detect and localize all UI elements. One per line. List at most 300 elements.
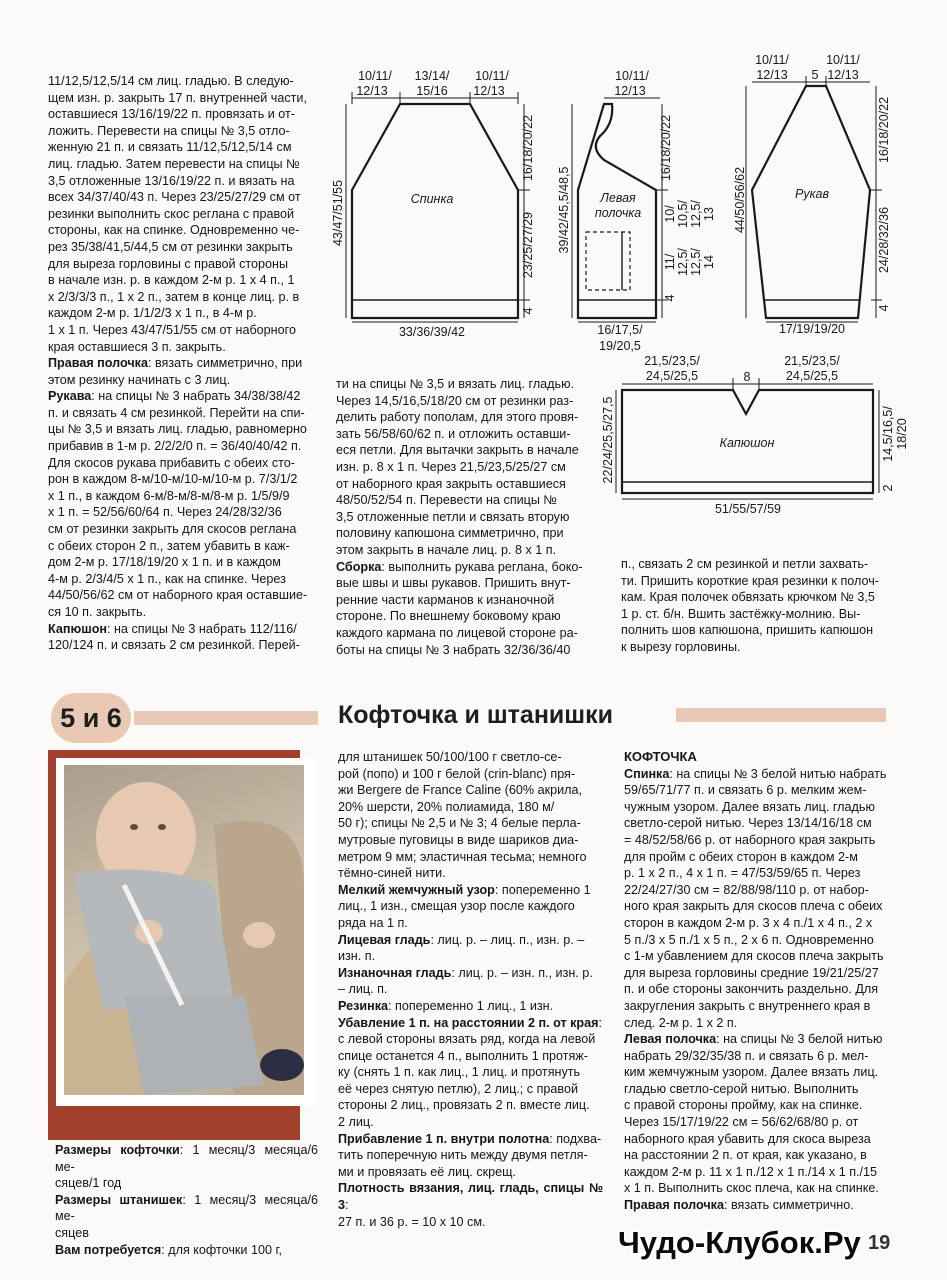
- line-text: лиц., 1 изн., смещая узор после каждого: [338, 899, 575, 914]
- line-text: изн. п.: [338, 949, 376, 964]
- svg-text:12,5/: 12,5/: [676, 248, 690, 276]
- bold-term: Вам потребуется: [55, 1242, 162, 1257]
- svg-text:21,5/23,5/: 21,5/23,5/: [784, 354, 840, 368]
- text-line: [48, 106, 313, 123]
- svg-text:4: 4: [663, 294, 677, 302]
- text-line: [48, 538, 313, 555]
- header-band-left: [134, 711, 318, 725]
- line-text: спице останется 4 п., выполнить 1 протяж-: [338, 1048, 588, 1063]
- svg-text:10/11/: 10/11/: [826, 53, 860, 67]
- line-text: 1 р. ст. б/н. Вшить застёжку-молнию. Вы-: [621, 606, 861, 621]
- svg-text:51/55/57/59: 51/55/57/59: [714, 502, 782, 516]
- text-line: [48, 521, 313, 538]
- line-text: : вязать симметрично, при: [148, 356, 303, 371]
- text-line: [336, 542, 588, 559]
- line-text: рой (попо) и 100 г белой (crin-blanc) пря-: [338, 766, 576, 781]
- svg-text:23/25/27/29: 23/25/27/29: [521, 211, 535, 279]
- text-line: [338, 1097, 603, 1114]
- bold-term: Капюшон: [48, 621, 108, 636]
- text-line: [621, 573, 884, 590]
- svg-text:16/18/20/22: 16/18/20/22: [659, 114, 673, 182]
- line-text: ренние части карманов к изнаночной: [336, 592, 555, 607]
- text-line: [48, 372, 313, 389]
- baby-photo: [64, 765, 304, 1095]
- text-line: [624, 1031, 890, 1048]
- line-text: Через 14,5/16,5/18/20 см от резинки раз-: [336, 393, 574, 408]
- bold-term: Убавление 1 п. на расстоянии 2 п. от края: [338, 1015, 599, 1030]
- section-heading: КОФТОЧКА: [624, 749, 697, 764]
- text-line: [55, 1225, 318, 1242]
- text-line: [624, 1147, 890, 1164]
- line-text: : на спицы № 3 набрать 34/38/38/42: [91, 389, 301, 404]
- text-line: [621, 639, 884, 656]
- line-text: сяцев: [55, 1225, 89, 1240]
- line-text: набрать 29/32/35/38 п. и связать 6 р. мел-: [624, 1048, 869, 1063]
- text-line: [48, 189, 313, 206]
- line-text: светло-серой нитью. Через 13/14/16/18 см: [624, 816, 872, 831]
- line-text: в начале изн. р. в каждом 2-м р. 1 х 4 п., 1: [48, 273, 295, 288]
- svg-text:12/13: 12/13: [473, 84, 505, 98]
- line-text: стороне. По внешнему боковому краю: [336, 609, 561, 624]
- text-line: [48, 206, 313, 223]
- bold-term: Сборка: [336, 559, 382, 574]
- line-text: : на спицы № 3 белой нитью: [716, 1032, 883, 1047]
- line-text: ку (снять 1 п. как лиц., 1 лиц. и протянуть: [338, 1065, 581, 1080]
- bold-term: Резинка: [338, 998, 389, 1013]
- text-line: [48, 504, 313, 521]
- svg-text:10/11/: 10/11/: [358, 69, 392, 83]
- text-line: [621, 556, 884, 573]
- text-line: [336, 625, 588, 642]
- line-text: : вязать симметрично.: [724, 1198, 854, 1213]
- line-text: этом резинку начинать с 3 лиц.: [48, 372, 231, 387]
- text-line: [338, 1147, 603, 1164]
- text-line: [338, 766, 603, 783]
- line-text: 22/24/27/30 см = 82/88/98/110 р. от набор-: [624, 882, 869, 897]
- text-line: [48, 339, 313, 356]
- text-line: [624, 948, 890, 965]
- line-text: каждого кармана по лицевой стороне ра-: [336, 625, 578, 640]
- line-text: х 1 п., в каждом 6-м/8-м/8-м/8-м р. 1/5/9/9: [48, 488, 290, 503]
- bold-term: Левая полочка: [624, 1032, 717, 1047]
- line-text: полнить шов капюшона, пришить капюшон: [621, 623, 874, 638]
- bold-term: Правая полочка: [624, 1198, 724, 1213]
- svg-text:10/: 10/: [663, 205, 677, 223]
- svg-text:19/20,5: 19/20,5: [599, 339, 641, 353]
- text-line: [338, 882, 603, 899]
- text-line: [48, 256, 313, 273]
- svg-text:10/11/: 10/11/: [755, 53, 789, 67]
- svg-text:22/24/25,5/27,5: 22/24/25,5/27,5: [601, 396, 615, 484]
- line-text: лиц. гладью. Затем перевести на спицы №: [48, 156, 300, 171]
- text-line: [624, 1015, 890, 1032]
- line-text: с 1-м убавлением для скосов плеча закрыть: [624, 949, 884, 964]
- line-text: резинки выполнить скос реглана с правой: [48, 206, 295, 221]
- header-band-right: [676, 708, 886, 722]
- line-text: сторон в каждом 2-м р. 3 х 4 п./1 х 4 п., 2 х: [624, 915, 873, 930]
- line-text: для штанишек 50/100/100 г светло-се-: [338, 750, 562, 764]
- line-text: сяцев/1 год: [55, 1176, 122, 1191]
- line-text: х 1 п. Выполнить скос плеча, как на спинке.: [624, 1181, 879, 1196]
- text-line: [48, 621, 313, 638]
- svg-text:12/13: 12/13: [827, 68, 859, 82]
- text-line: [48, 73, 313, 90]
- svg-text:12/13: 12/13: [614, 84, 646, 98]
- bold-term: Мелкий жемчужный узор: [338, 882, 495, 897]
- text-line: [338, 1064, 603, 1081]
- text-line: [621, 589, 884, 606]
- text-line: [338, 1180, 603, 1213]
- line-text: 50 г); спицы № 2,5 и № 3; 4 белые перла-: [338, 816, 581, 831]
- text-line: [48, 90, 313, 107]
- svg-text:15/16: 15/16: [416, 84, 448, 98]
- page-number: 19: [868, 1232, 891, 1254]
- svg-text:4: 4: [877, 304, 891, 312]
- bold-term: Правая полочка: [48, 356, 148, 371]
- section-title: Кофточка и штанишки: [338, 701, 613, 729]
- line-text: х 2/3/3/3 п., 1 х 2 п., затем в конце лиц. р. в: [48, 289, 300, 304]
- back-outline: [352, 104, 518, 318]
- line-text: Для скосов рукава прибавить с обеих сто-: [48, 455, 295, 470]
- line-text: щем изн. р. закрыть 17 п. внутренней части,: [48, 90, 307, 105]
- text-line: [48, 222, 313, 239]
- svg-text:11/: 11/: [663, 253, 677, 271]
- text-line: [55, 1142, 318, 1175]
- text-line: [338, 898, 603, 915]
- line-text: 2 лиц.: [338, 1115, 374, 1130]
- line-text: 48/50/52/54 п. Перевести на спицы №: [336, 493, 557, 508]
- line-text: 44/50/56/62 см от наборного края оставшие-: [48, 588, 308, 603]
- line-text: след. 2-м р. 1 х 2 п.: [624, 1015, 738, 1030]
- line-text: жи Bergere de France Caline (60% акрила,: [338, 783, 582, 798]
- line-text: 1 х 1 п. Через 43/47/51/55 см от наборного: [48, 322, 296, 337]
- text-line: [48, 471, 313, 488]
- text-line: [55, 1242, 318, 1259]
- line-text: 120/124 п. и связать 2 см резинкой. Перей-: [48, 638, 300, 653]
- line-text: каждом 2-м р. 1/1/2/3 х 1 п., в 4-м р.: [48, 306, 257, 321]
- bold-term: Прибавление 1 п. внутри полотна: [338, 1131, 550, 1146]
- line-text: 27 п. и 36 р. = 10 х 10 см.: [338, 1214, 486, 1229]
- line-text: для пройм с обеих сторон в каждом 2-м: [624, 849, 858, 864]
- line-text: оставшиеся 13/16/19/22 п. провязать и от-: [48, 107, 295, 122]
- line-text: к вырезу горловины.: [621, 639, 741, 654]
- pocket-outline: [586, 232, 630, 290]
- text-line: [48, 587, 313, 604]
- text-line: [336, 509, 588, 526]
- text-line: [338, 1164, 603, 1181]
- line-text: с обеих сторон 2 п., затем убавить в каж-: [48, 538, 290, 553]
- svg-text:16/18/20/22: 16/18/20/22: [877, 96, 891, 164]
- text-line: [624, 1114, 890, 1131]
- line-text: ти. Пришить короткие края резинки к полоч-: [621, 573, 879, 588]
- text-line: [48, 488, 313, 505]
- bold-term: Изнаночная гладь: [338, 965, 452, 980]
- line-text: с левой стороны вязать ряд, когда на левой: [338, 1032, 596, 1047]
- line-text: 11/12,5/12,5/14 см лиц. гладью. В следую-: [48, 74, 294, 88]
- text-line: [338, 832, 603, 849]
- text-line: [48, 571, 313, 588]
- text-line: [48, 156, 313, 173]
- text-line: [624, 1131, 890, 1148]
- text-line: [48, 438, 313, 455]
- text-line: [621, 622, 884, 639]
- text-line: [48, 421, 313, 438]
- line-text: : 1 месяц/3 месяца/6 ме-: [55, 1143, 319, 1174]
- line-text: с правой стороны пройму, как на спинке.: [624, 1098, 863, 1113]
- svg-text:24,5/25,5: 24,5/25,5: [645, 369, 699, 383]
- line-text: от наборного края закрыть оставшиеся: [336, 476, 566, 491]
- line-text: : 1 месяц/3 месяца/6 ме-: [55, 1192, 318, 1224]
- svg-text:17/19/19/20: 17/19/19/20: [778, 322, 846, 336]
- text-line: [624, 849, 890, 866]
- line-text: – лиц. п.: [338, 982, 388, 997]
- line-text: : лиц. р. – лиц. п., изн. р. –: [430, 932, 585, 947]
- svg-text:12/13: 12/13: [356, 84, 388, 98]
- line-text: :: [345, 1198, 349, 1213]
- site-watermark: Чудо-Клубок.Ру: [618, 1225, 861, 1260]
- text-line: [624, 998, 890, 1015]
- bold-term: Спинка: [624, 766, 670, 781]
- svg-text:18/20: 18/20: [895, 418, 909, 450]
- line-text: : на спицы № 3 набрать 112/116/: [107, 621, 297, 636]
- text-line: [336, 592, 588, 609]
- text-line: [48, 289, 313, 306]
- text-line: [338, 981, 603, 998]
- text-line: [624, 1097, 890, 1114]
- text-line: [624, 865, 890, 882]
- line-text: ким жемчужным узором. Далее вязать лиц.: [624, 1065, 879, 1080]
- text-line: [336, 459, 588, 476]
- line-text: на расстоянии 2 п. от края, как указано, в: [624, 1148, 867, 1163]
- line-text: ми и провязать её лиц. скрещ.: [338, 1164, 517, 1179]
- line-text: 5 п./3 х 5 п./1 х 5 п., 2 х 6 п. Одновременно: [624, 932, 874, 947]
- svg-text:Капюшон: Капюшон: [719, 436, 775, 450]
- line-text: этом закрыть в начале лиц. р. 8 х 1 п.: [336, 542, 557, 557]
- text-line: [621, 606, 884, 623]
- line-text: п. и связать 4 см резинкой. Перейти на спи-: [48, 405, 305, 420]
- line-text: закругления закрыть с внутреннего края в: [624, 998, 871, 1013]
- line-text: всех 34/37/40/43 п. Через 23/25/27/29 см от: [48, 190, 301, 205]
- text-line: [55, 1175, 318, 1192]
- svg-text:21,5/23,5/: 21,5/23,5/: [644, 354, 700, 368]
- text-line: [336, 559, 588, 576]
- text-line: [336, 642, 588, 659]
- line-text: чужным узором. Далее вязать лиц. гладью: [624, 799, 875, 814]
- line-text: стороны 2 лиц., провязать 2 п. вместе лиц.: [338, 1098, 590, 1113]
- bold-term: Плотность вязания, лиц. гладь, спицы № 3: [338, 1181, 603, 1213]
- svg-text:12,5/: 12,5/: [689, 248, 703, 276]
- text-line: [624, 882, 890, 899]
- text-line: [336, 376, 588, 393]
- instructions-column-3: [621, 556, 884, 656]
- line-text: ся 10 п. закрыть.: [48, 605, 147, 619]
- line-text: каждом 2-м р. 11 х 1 п./12 х 1 п./14 х 1 п./15: [624, 1164, 878, 1179]
- text-line: [624, 832, 890, 849]
- line-text: боты на спицы № 3 набрать 32/36/36/40: [336, 642, 571, 657]
- text-line: [338, 1081, 603, 1098]
- line-text: тёмно-синей нити.: [338, 866, 446, 881]
- line-text: еся петли. Для вытачки закрыть в начале: [336, 443, 579, 458]
- line-text: её через снятую петлю), 2 лиц.; с правой: [338, 1081, 578, 1096]
- text-line: [624, 932, 890, 949]
- svg-text:39/42/45,5/48,5: 39/42/45,5/48,5: [557, 166, 571, 254]
- text-line: [624, 766, 890, 783]
- back-label: Спинка: [410, 192, 454, 206]
- svg-text:16/17,5/: 16/17,5/: [597, 323, 643, 337]
- svg-text:полочка: полочка: [594, 206, 642, 220]
- text-line: [336, 409, 588, 426]
- text-line: [48, 139, 313, 156]
- sizes-column: [55, 1142, 318, 1258]
- svg-text:12,5/: 12,5/: [689, 200, 703, 228]
- svg-text:4: 4: [521, 307, 535, 315]
- line-text: 3,5 отложенные 13/16/19/22 п. и вязать на: [48, 173, 295, 188]
- line-text: : лиц. р. – изн. п., изн. р.: [451, 965, 593, 980]
- text-line: [336, 525, 588, 542]
- bold-term: Размеры штанишек: [55, 1192, 183, 1207]
- jacket-instructions-column: [624, 749, 890, 1214]
- line-text: метром 9 мм; эластичная тесьма; немного: [338, 849, 587, 864]
- text-line: [338, 932, 603, 949]
- line-text: кам. Края полочек обвязать крючком № 3,5: [621, 590, 875, 605]
- bold-term: Размеры кофточки: [55, 1143, 180, 1157]
- text-line: [338, 915, 603, 932]
- text-line: [338, 782, 603, 799]
- svg-text:13: 13: [702, 207, 716, 221]
- line-text: х 1 п. = 52/56/60/64 п. Через 24/28/32/36: [48, 505, 282, 520]
- line-text: ти на спицы № 3,5 и вязать лиц. гладью.: [336, 377, 575, 391]
- text-line: [336, 442, 588, 459]
- line-text: п., связать 2 см резинкой и петли захвать-: [621, 557, 869, 571]
- text-line: [338, 865, 603, 882]
- svg-text:14,5/16,5/: 14,5/16,5/: [881, 406, 895, 462]
- line-text: : выполнить рукава реглана, боко-: [381, 559, 583, 574]
- line-text: делить работу пополам, для этого провя-: [336, 410, 579, 425]
- line-text: для выреза горловины с правой стороны: [48, 256, 289, 271]
- line-text: тить поперечную нить между двумя петля-: [338, 1148, 588, 1163]
- svg-text:5: 5: [811, 68, 819, 82]
- materials-column: [338, 749, 603, 1230]
- svg-text:12/13: 12/13: [756, 68, 788, 82]
- text-line: [624, 915, 890, 932]
- text-line: [624, 1048, 890, 1065]
- svg-text:33/36/39/42: 33/36/39/42: [398, 325, 466, 339]
- bold-term: Рукава: [48, 389, 92, 404]
- line-text: рон в каждом 8-м/10-м/10-м/10-м р. 7/3/1/2: [48, 472, 298, 487]
- text-line: [48, 355, 313, 372]
- text-line: [338, 998, 603, 1015]
- line-text: 59/65/71/77 п. и связать 6 р. мелким жем-: [624, 783, 867, 798]
- section-number-badge: 5 и 6: [51, 693, 131, 743]
- line-text: : на спицы № 3 белой нитью набрать: [669, 766, 887, 781]
- text-line: [624, 1180, 890, 1197]
- text-line: [338, 799, 603, 816]
- svg-text:44/50/56/62: 44/50/56/62: [733, 166, 747, 234]
- line-text: рез 35/38/41,5/44,5 см от резинки закрыть: [48, 239, 293, 254]
- line-text: : для кофточки 100 г,: [161, 1242, 283, 1257]
- line-text: половину капюшона симметрично, при: [336, 526, 564, 541]
- text-line: [48, 637, 313, 654]
- text-line: [338, 948, 603, 965]
- text-line: [624, 1164, 890, 1181]
- text-line: [624, 815, 890, 832]
- text-line: [48, 388, 313, 405]
- text-line: [338, 1131, 603, 1148]
- line-text: п. и обе стороны закончить раздельно. Для: [624, 982, 879, 997]
- line-text: 3,5 отложенные петли и связать вторую: [336, 509, 570, 524]
- text-line: [48, 123, 313, 140]
- line-text: гладью светло-серой нитью. Выполнить: [624, 1081, 859, 1096]
- line-text: для выреза горловины средние 19/21/25/27: [624, 965, 879, 980]
- text-line: [624, 799, 890, 816]
- svg-text:43/47/51/55: 43/47/51/55: [331, 179, 345, 247]
- text-line: [336, 575, 588, 592]
- sleeve-outline: [752, 86, 870, 318]
- svg-text:2: 2: [881, 484, 895, 492]
- text-line: [336, 492, 588, 509]
- line-text: изн. р. 8 х 1 п. Через 21,5/23,5/25/27 см: [336, 459, 566, 474]
- line-text: женную 21 п. и связать 11/12,5/12,5/14 см: [48, 140, 292, 155]
- line-text: : подхва-: [549, 1131, 602, 1146]
- line-text: р. 1 х 2 п., 4 х 1 п. = 47/53/59/65 п. Через: [624, 866, 861, 881]
- text-line: [338, 965, 603, 982]
- text-line: [336, 608, 588, 625]
- text-line: [336, 393, 588, 410]
- line-text: ложить. Перевести на спицы № 3,5 отло-: [48, 123, 290, 138]
- line-text: прибавив в 1-м р. 2/2/2/0 п. = 36/40/40/42 п.: [48, 439, 302, 454]
- text-line: [48, 305, 313, 322]
- svg-text:13/14/: 13/14/: [414, 69, 450, 83]
- svg-text:Левая: Левая: [600, 191, 636, 205]
- line-text: = 48/52/58/66 р. от наборного края закрыть: [624, 832, 876, 847]
- text-line: [48, 405, 313, 422]
- text-line: [48, 604, 313, 621]
- text-line: [48, 455, 313, 472]
- text-line: [48, 322, 313, 339]
- text-line: [624, 898, 890, 915]
- svg-text:24/28/32/36: 24/28/32/36: [877, 206, 891, 274]
- instructions-column-1: [48, 73, 313, 654]
- svg-text:14: 14: [702, 255, 716, 269]
- text-line: [338, 1048, 603, 1065]
- svg-text:10/11/: 10/11/: [615, 69, 649, 83]
- text-line: [55, 1192, 318, 1225]
- text-line: [48, 272, 313, 289]
- text-line: [338, 1031, 603, 1048]
- text-line: [624, 749, 890, 766]
- svg-text:24,5/25,5: 24,5/25,5: [785, 369, 839, 383]
- text-line: [624, 981, 890, 998]
- text-line: [48, 173, 313, 190]
- line-text: вые швы и швы рукавов. Пришить внут-: [336, 576, 571, 591]
- text-line: [624, 965, 890, 982]
- text-line: [624, 782, 890, 799]
- line-text: :: [598, 1015, 602, 1030]
- text-line: [338, 749, 603, 766]
- text-line: [338, 815, 603, 832]
- svg-text:8: 8: [743, 370, 751, 384]
- line-text: ряда на 1 п.: [338, 915, 408, 930]
- line-text: дом 2-м р. 17/18/19/20 х 1 п. и в каждом: [48, 555, 281, 570]
- line-text: стороны, как на спинке. Одновременно че-: [48, 223, 300, 238]
- text-line: [624, 1197, 890, 1214]
- svg-text:10,5/: 10,5/: [676, 200, 690, 228]
- text-line: [336, 476, 588, 493]
- svg-text:Рукав: Рукав: [795, 187, 829, 201]
- text-line: [48, 239, 313, 256]
- text-line: [336, 426, 588, 443]
- svg-text:16/18/20/22: 16/18/20/22: [521, 114, 535, 182]
